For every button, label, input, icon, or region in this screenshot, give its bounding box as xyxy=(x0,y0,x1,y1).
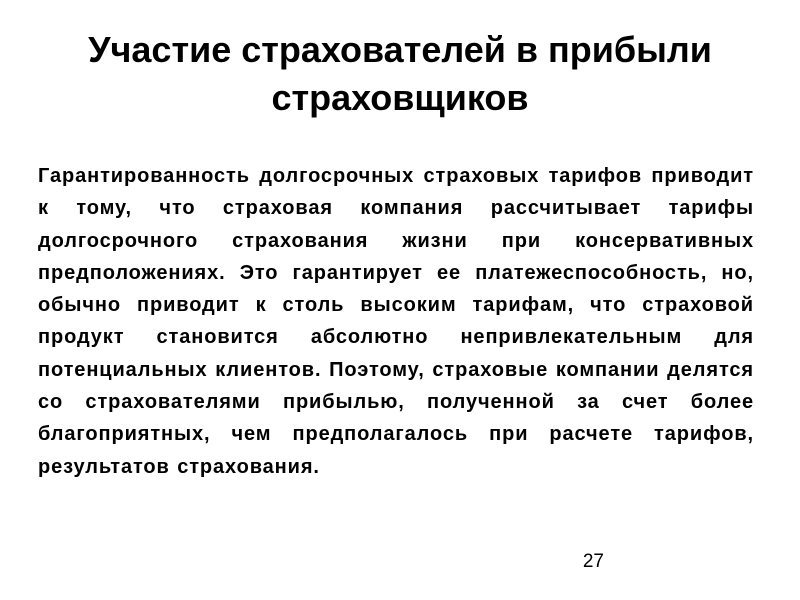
slide-page-number: 27 xyxy=(582,551,604,572)
slide-title: Участие страхователей в прибыли страховщиков xyxy=(88,29,712,118)
slide-body-text: Гарантированность долгосрочных страховых тарифов приводит к тому, что страховая компания рассчитывает тарифы долгосрочного страхования жизни при консервативных предположениях. Это гарантирует ее платежеспособность, но, обычно приводит к столь высоким тарифам, что страховой продукт становится абсолютно непривлекательным для потенциальных клиентов. Поэтому, страховые компании делятся со страхователями прибылью, полученной за счет более благоприятных, чем предполагалось при расчете тарифов, результатов страхования. xyxy=(38,165,754,478)
